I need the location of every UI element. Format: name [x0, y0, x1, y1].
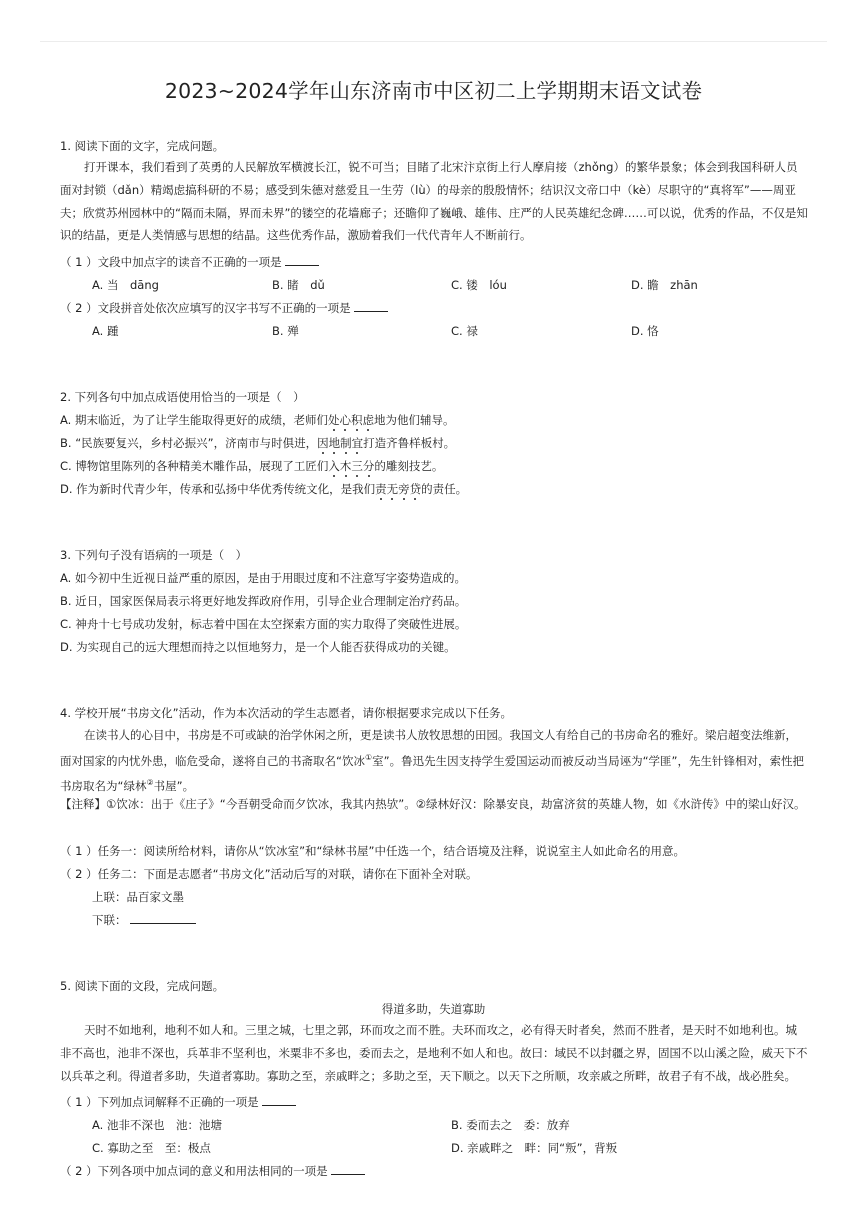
- q5-sub2-text: （ 2 ）下列各项中加点词的意义和用法相同的一项是: [60, 1164, 328, 1178]
- q5-sub2: [60, 1163, 365, 1179]
- footnote-mark: ②: [146, 778, 154, 788]
- q3-stem: 3. 下列句子没有语病的一项是（ ）: [60, 548, 248, 562]
- answer-blank[interactable]: [331, 1173, 365, 1175]
- answer-blank[interactable]: [262, 1104, 296, 1106]
- dotted-char: 因: [317, 436, 329, 450]
- answer-blank[interactable]: [285, 264, 319, 266]
- dotted-char: 木: [339, 459, 352, 473]
- option-text: 的雕刻技艺。: [374, 459, 444, 473]
- dotted-char: 虑: [362, 413, 374, 427]
- passage-text: 书屋”。: [153, 779, 195, 794]
- q3-option-a[interactable]: A. 如今初中生近视日益严重的原因，是由于用眼过度和不注意写字姿势造成的。: [60, 571, 466, 585]
- dotted-idiom: [328, 413, 374, 427]
- passage-text: 室”。鲁迅先生因支持学生爱国运动而被反动当局诬为“学匪”，先生针锋相对，索性把书房取名为“绿林: [60, 753, 805, 794]
- q1-sub1-text: （ 1 ）文段中加点字的读音不正确的一项是: [60, 255, 282, 269]
- q1-sub1: [60, 254, 319, 270]
- couplet-upper: 上联：品百家文墨: [92, 890, 184, 904]
- q3-option-d[interactable]: D. 为实现自己的远大理想而持之以恒地努力，是一个人能否获得成功的关键。: [60, 640, 456, 654]
- q4-stem: 4. 学校开展“书房文化”活动，作为本次活动的学生志愿者，请你根据要求完成以下任务。: [60, 706, 513, 720]
- q2-option-d[interactable]: [60, 481, 467, 497]
- q1-passage: 打开课本，我们看到了英勇的人民解放军横渡长江，锐不可当；目睹了北宋汴京街上行人摩肩接（zhǒng）的繁华景象；体会到我国科研人员面对封锁（dǎn）精竭虑搞科研的不易；感受到朱德对慈爱且一生劳（lù）的母亲的殷殷情怀；结识汉文帝口中（kè）尽职守的“真将军”——周亚夫；欣赏苏州园林中的“隔而未隔，界而未界”的镂空的花墙廊子；还瞻仰了巍峨、雄伟、庄严的人民英雄纪念碑……可以说，优秀的作品，不仅是知识的结晶，更是人类情感与思想的结晶。这些优秀作品，激励着我们一代代青年人不断前行。: [60, 160, 808, 243]
- q4-note: 【注释】①饮冰：出于《庄子》“今吾朝受命而夕饮冰，我其内热欤”。②绿林好汉：除暴安良，劫富济贫的英雄人物，如《水浒传》中的梁山好汉。: [60, 797, 806, 811]
- dotted-char: 分: [362, 459, 375, 473]
- dotted-char: 贷: [409, 482, 422, 496]
- dotted-idiom: [317, 436, 363, 450]
- q5-sub1-option-b[interactable]: B. 委而去之 委：放弃: [451, 1118, 570, 1132]
- dotted-char: 入: [328, 459, 340, 473]
- q5-heading: 得道多助，失道寡助: [381, 1002, 486, 1016]
- couplet-lower-label: 下联：: [92, 913, 127, 927]
- q1-sub1-option-d[interactable]: D. 瞻 zhān: [631, 278, 698, 292]
- option-text: 的责任。: [421, 482, 468, 496]
- dotted-char: 旁: [398, 482, 410, 496]
- header-divider: [40, 41, 827, 42]
- passage-text: 在读书人的心目中，书房是不可或缺的治学休闲之所，更是读书人放牧思想的田园。我国文人有给自己的书房命名的雅好。梁启超变法维新，面对国家的内忧外患，临危受命，遂将自己的书斋取名“饮冰: [60, 728, 797, 768]
- q1-sub2-option-b[interactable]: B. 殚: [272, 324, 299, 338]
- q3-option-b[interactable]: B. 近日，国家医保局表示将更好地发挥政府作用，引导企业合理制定治疗药品。: [60, 594, 467, 608]
- q3-option-c[interactable]: C. 神舟十七号成功发射，标志着中国在太空探索方面的实力取得了突破性进展。: [60, 617, 467, 631]
- q1-sub2-option-d[interactable]: D. 恪: [631, 324, 659, 338]
- q4-passage: [60, 724, 808, 798]
- option-text: 打造齐鲁样板村。: [363, 436, 456, 450]
- q1-sub2: [60, 300, 388, 316]
- q1-sub2-option-c[interactable]: C. 禄: [451, 324, 478, 338]
- q1-sub2-text: （ 2 ）文段拼音处依次应填写的汉字书写不正确的一项是: [60, 301, 351, 315]
- dotted-char: 心: [339, 413, 351, 427]
- q1-stem: 1. 阅读下面的文字，完成问题。: [60, 139, 225, 153]
- option-text: D. 作为新时代青少年，传承和弘扬中华优秀传统文化，是我们: [60, 482, 376, 496]
- dotted-char: 制: [340, 436, 352, 450]
- dotted-char: 宜: [351, 436, 364, 450]
- dotted-char: 地: [328, 436, 341, 450]
- q1-sub1-option-a[interactable]: A. 当 dāng: [92, 278, 159, 292]
- option-text: B. “民族要复兴，乡村必振兴”，济南市与时俱进，: [60, 436, 318, 450]
- dotted-char: 三: [351, 459, 363, 473]
- dotted-idiom: [328, 459, 374, 473]
- q5-sub1-option-d[interactable]: D. 亲戚畔之 畔：同“叛”，背叛: [451, 1141, 618, 1155]
- q5-stem: 5. 阅读下面的文段，完成问题。: [60, 979, 225, 993]
- q2-stem: 2. 下列各句中加点成语使用恰当的一项是（ ）: [60, 390, 305, 404]
- q1-sub2-option-a[interactable]: A. 踵: [92, 324, 119, 338]
- q5-passage: 天时不如地利，地利不如人和。三里之城，七里之郭，环而攻之而不胜。夫环而攻之，必有得天时者矣，然而不胜者，是天时不如地利也。城非不高也，池非不深也，兵革非不坚利也，米粟非不多也，委而去之，是地利不如人和也。故曰：域民不以封疆之界，固国不以山溪之险，威天下不以兵革之利。得道者多助，失道者寡助。寡助之至，亲戚畔之；多助之至，天下顺之。以天下之所顺，攻亲戚之所畔，故君子有不战，战必胜矣。: [60, 1023, 808, 1083]
- q5-sub1: [60, 1094, 296, 1110]
- q1-sub1-option-c[interactable]: C. 镂 lóu: [451, 278, 507, 292]
- dotted-char: 责: [375, 482, 387, 496]
- option-text: 地为他们辅导。: [373, 413, 455, 427]
- answer-blank[interactable]: [130, 922, 196, 924]
- q5-sub1-text: （ 1 ）下列加点词解释不正确的一项是: [60, 1095, 259, 1109]
- page-title: 2023~2024学年山东济南市中区初二上学期期末语文试卷: [164, 79, 703, 103]
- dotted-char: 无: [386, 482, 399, 496]
- option-text: C. 博物馆里陈列的各种精美木雕作品，展现了工匠们: [60, 459, 329, 473]
- dotted-char: 积: [350, 413, 363, 427]
- q1-sub1-option-b[interactable]: B. 睹 dǔ: [272, 278, 325, 292]
- q4-sub2: （ 2 ）任务二：下面是志愿者“书房文化”活动后写的对联，请你在下面补全对联。: [60, 867, 478, 881]
- answer-blank[interactable]: [354, 310, 388, 312]
- dotted-char: 处: [327, 413, 340, 427]
- couplet-lower: [92, 912, 196, 928]
- q2-option-a[interactable]: [60, 412, 454, 428]
- q2-option-b[interactable]: [60, 435, 455, 451]
- q5-sub1-option-c[interactable]: C. 寡助之至 至：极点: [92, 1141, 211, 1155]
- footnote-mark: ①: [364, 752, 373, 762]
- q2-option-c[interactable]: [60, 458, 443, 474]
- q4-sub1: （ 1 ）任务一：阅读所给材料，请你从“饮冰室”和“绿林书屋”中任选一个，结合语境及注释，说说室主人如此命名的用意。: [60, 844, 685, 858]
- dotted-idiom: [375, 482, 421, 496]
- q5-sub1-option-a[interactable]: A. 池非不深也 池：池塘: [92, 1118, 222, 1132]
- option-text: A. 期末临近，为了让学生能取得更好的成绩，老师们: [60, 413, 328, 427]
